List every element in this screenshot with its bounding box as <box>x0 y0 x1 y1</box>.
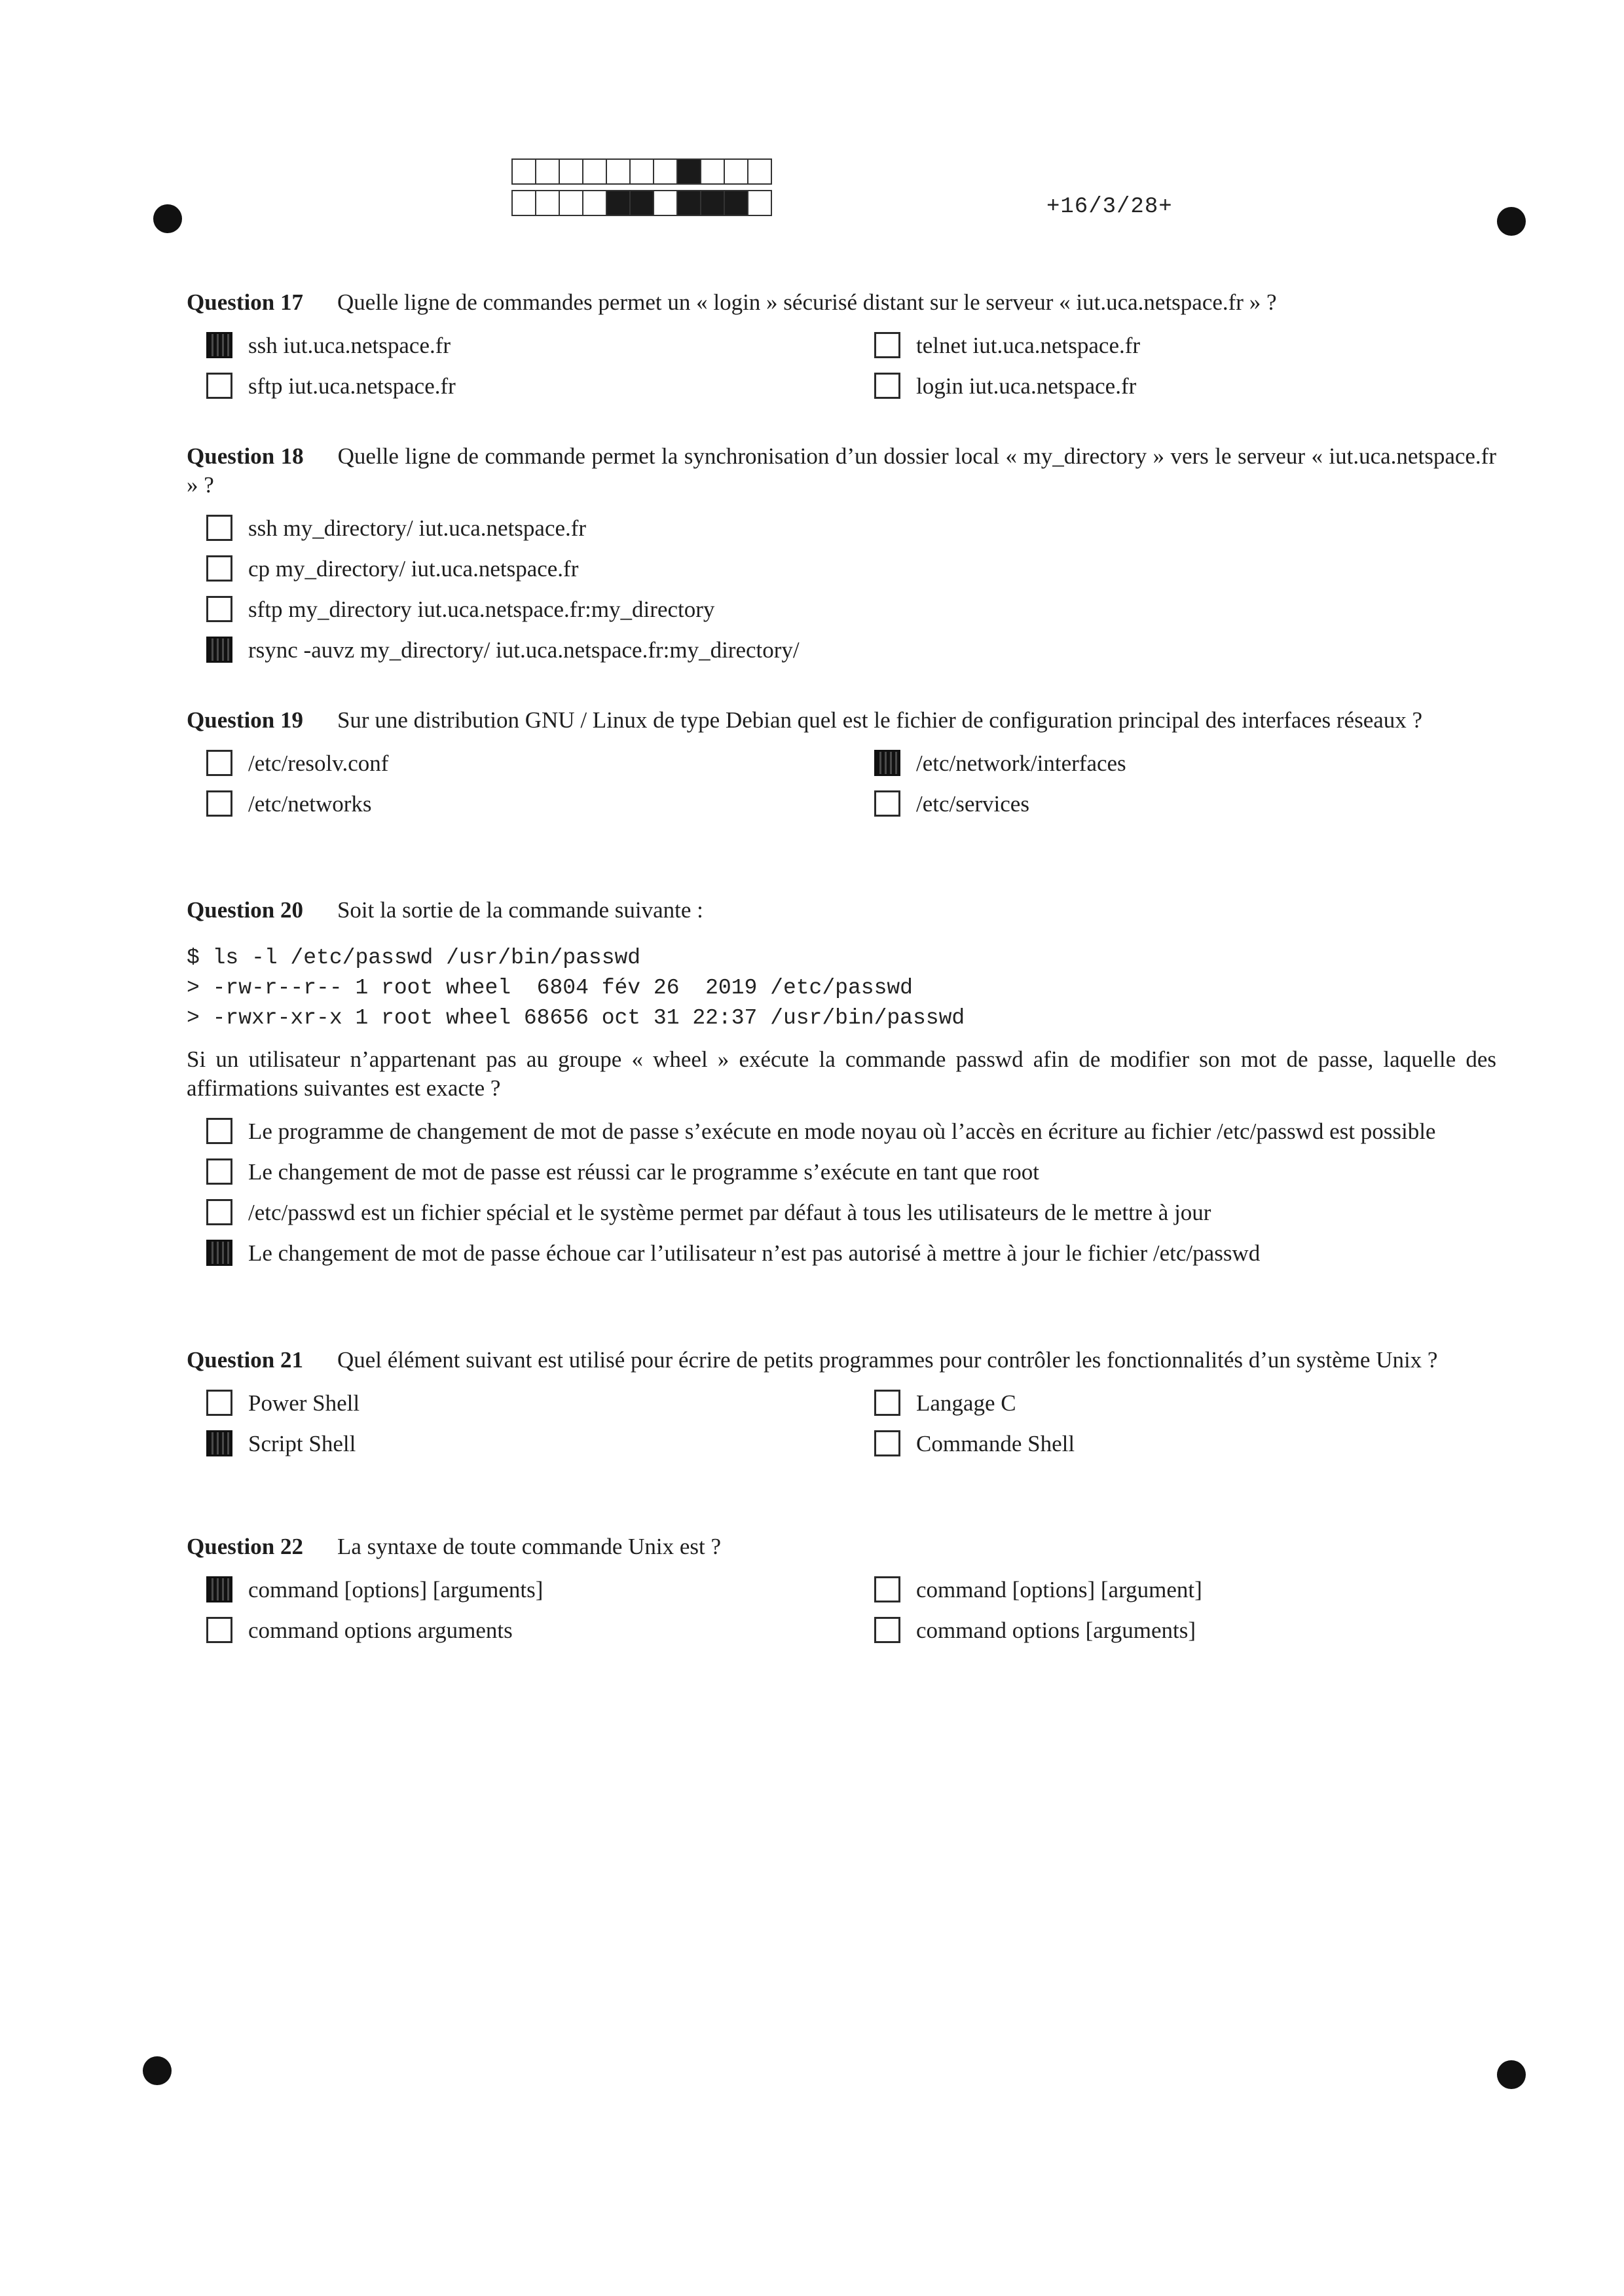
barcode-cell <box>582 190 607 216</box>
answer-option[interactable] <box>855 329 1496 363</box>
unchecked-checkbox[interactable] <box>206 1158 232 1185</box>
answer-option[interactable] <box>187 1155 1496 1189</box>
checked-checkbox[interactable] <box>206 1576 232 1602</box>
answer-option[interactable] <box>187 747 855 781</box>
code-line: > -rwxr-xr-x 1 root wheel 68656 oct 31 22:37 /usr/bin/passwd <box>187 1006 965 1030</box>
question-label: Question 22 <box>187 1534 303 1559</box>
barcode-cell <box>582 158 607 185</box>
answer-option-label: cp my_directory/ iut.uca.netspace.fr <box>248 556 579 582</box>
answer-option[interactable] <box>187 633 1496 667</box>
barcode-cell <box>700 190 725 216</box>
answer-option[interactable] <box>187 1427 855 1461</box>
unchecked-checkbox[interactable] <box>206 596 232 622</box>
answer-option-label: login iut.uca.netspace.fr <box>916 373 1137 399</box>
question-followup-text: Si un utilisateur n’appartenant pas au groupe « wheel » exécute la commande passwd afin de modifier son mot de passe, laquelle des affirmations suivantes est exacte ? <box>187 1046 1496 1101</box>
unchecked-checkbox[interactable] <box>874 790 900 817</box>
command-output <box>187 943 1496 1033</box>
unchecked-checkbox[interactable] <box>206 790 232 817</box>
options <box>187 747 1496 821</box>
unchecked-checkbox[interactable] <box>206 373 232 399</box>
answer-option[interactable] <box>187 552 1496 586</box>
question-label: Question 21 <box>187 1347 303 1373</box>
barcode-cell <box>747 190 772 216</box>
barcode-cell <box>535 158 560 185</box>
answer-option-label: rsync -auvz my_directory/ iut.uca.netspace.fr:my_directory/ <box>248 637 800 663</box>
checked-checkbox[interactable] <box>206 637 232 663</box>
answer-option-label: /etc/network/interfaces <box>916 750 1126 776</box>
question-label: Question 18 <box>187 443 304 469</box>
answer-option[interactable] <box>855 1614 1496 1648</box>
question-label: Question 19 <box>187 707 303 733</box>
options <box>187 1573 1496 1648</box>
answer-option[interactable] <box>187 1386 855 1420</box>
checked-checkbox[interactable] <box>206 1240 232 1266</box>
registration-mark-top-left <box>153 204 182 233</box>
barcode-cell <box>606 190 631 216</box>
answer-option[interactable] <box>855 1427 1496 1461</box>
barcode-cell <box>629 158 654 185</box>
answer-option[interactable] <box>187 1115 1496 1149</box>
options <box>187 1115 1496 1270</box>
question-22 <box>187 1532 1496 1648</box>
unchecked-checkbox[interactable] <box>206 515 232 541</box>
answer-option-label: sftp iut.uca.netspace.fr <box>248 373 456 399</box>
options <box>187 1386 1496 1461</box>
answer-option-label: ssh my_directory/ iut.uca.netspace.fr <box>248 515 587 541</box>
answer-option-label: command options [arguments] <box>916 1618 1196 1643</box>
id-barcode-row-1 <box>511 158 771 183</box>
question-text: Quel élément suivant est utilisé pour écrire de petits programmes pour contrôler les fonctionnalités d’un système Unix ? <box>337 1347 1438 1373</box>
barcode-cell <box>676 190 701 216</box>
unchecked-checkbox[interactable] <box>874 1576 900 1602</box>
answer-option-label: Langage C <box>916 1390 1016 1416</box>
code-line: $ ls -l /etc/passwd /usr/bin/passwd <box>187 946 641 970</box>
answer-option-label: Le programme de changement de mot de passe s’exécute en mode noyau où l’accès en écriture au fichier /etc/passwd est possible <box>248 1119 1436 1144</box>
barcode-cell <box>653 190 678 216</box>
unchecked-checkbox[interactable] <box>874 1430 900 1456</box>
answer-option[interactable] <box>187 1614 855 1648</box>
barcode-cell <box>606 158 631 185</box>
barcode-cell <box>559 190 583 216</box>
id-barcode-row-2 <box>511 190 771 215</box>
barcode-cell <box>724 190 748 216</box>
answer-option[interactable] <box>187 369 855 403</box>
answer-option-label: Power Shell <box>248 1390 360 1416</box>
unchecked-checkbox[interactable] <box>206 1118 232 1144</box>
answer-option[interactable] <box>187 1573 855 1607</box>
answer-option-label: command [options] [arguments] <box>248 1577 544 1602</box>
question-text: La syntaxe de toute commande Unix est ? <box>337 1534 722 1559</box>
barcode-cell <box>724 158 748 185</box>
question-18 <box>187 442 1496 667</box>
answer-option-label: Script Shell <box>248 1431 356 1456</box>
unchecked-checkbox[interactable] <box>206 1390 232 1416</box>
unchecked-checkbox[interactable] <box>206 555 232 582</box>
options <box>187 511 1496 667</box>
answer-option[interactable] <box>187 593 1496 627</box>
question-label: Question 20 <box>187 897 303 923</box>
barcode-cell <box>653 158 678 185</box>
page-code: +16/3/28+ <box>1046 194 1173 219</box>
answer-option-label: command options arguments <box>248 1618 513 1643</box>
barcode-cell <box>511 190 536 216</box>
answer-option[interactable] <box>855 747 1496 781</box>
question-text: Quelle ligne de commandes permet un « login » sécurisé distant sur le serveur « iut.uca.netspace.fr » ? <box>337 289 1277 315</box>
barcode-cell <box>700 158 725 185</box>
answer-option[interactable] <box>187 1196 1496 1230</box>
registration-mark-bottom-right <box>1497 2060 1526 2089</box>
answer-option[interactable] <box>187 1236 1496 1270</box>
answer-option-label: telnet iut.uca.netspace.fr <box>916 333 1141 358</box>
question-text: Sur une distribution GNU / Linux de type Debian quel est le fichier de configuration principal des interfaces réseaux ? <box>337 707 1423 733</box>
barcode-cell <box>559 158 583 185</box>
answer-option[interactable] <box>187 787 855 821</box>
barcode-cell <box>629 190 654 216</box>
answer-option-label: Le changement de mot de passe échoue car l’utilisateur n’est pas autorisé à mettre à jour le fichier /etc/passwd <box>248 1240 1261 1266</box>
answer-option-label: /etc/passwd est un fichier spécial et le système permet par défaut à tous les utilisateurs de le mettre à jour <box>248 1200 1211 1225</box>
unchecked-checkbox[interactable] <box>206 1617 232 1643</box>
question-19 <box>187 706 1496 821</box>
unchecked-checkbox[interactable] <box>206 1199 232 1225</box>
answer-option-label: Le changement de mot de passe est réussi car le programme s’exécute en tant que root <box>248 1159 1039 1185</box>
answer-option-label: /etc/networks <box>248 791 372 817</box>
checked-checkbox[interactable] <box>206 332 232 358</box>
answer-option-label: command [options] [argument] <box>916 1577 1202 1602</box>
answer-option-label: sftp my_directory iut.uca.netspace.fr:my_directory <box>248 597 715 622</box>
unchecked-checkbox[interactable] <box>874 1390 900 1416</box>
answer-option-label: Commande Shell <box>916 1431 1075 1456</box>
registration-mark-top-right <box>1497 207 1526 236</box>
answer-option-label: /etc/resolv.conf <box>248 750 389 776</box>
answer-option-label: ssh iut.uca.netspace.fr <box>248 333 451 358</box>
answer-option[interactable] <box>855 369 1496 403</box>
barcode-cell <box>511 158 536 185</box>
question-21 <box>187 1346 1496 1461</box>
unchecked-checkbox[interactable] <box>206 750 232 776</box>
answer-option[interactable] <box>855 1386 1496 1420</box>
answer-option[interactable] <box>187 511 1496 546</box>
question-17 <box>187 288 1496 403</box>
answer-option-label: /etc/services <box>916 791 1029 817</box>
answer-option[interactable] <box>187 329 855 363</box>
checked-checkbox[interactable] <box>206 1430 232 1456</box>
unchecked-checkbox[interactable] <box>874 1617 900 1643</box>
options <box>187 329 1496 403</box>
unchecked-checkbox[interactable] <box>874 373 900 399</box>
question-20 <box>187 896 1496 1270</box>
question-label: Question 17 <box>187 289 303 315</box>
registration-mark-bottom-left <box>143 2056 172 2085</box>
barcode-cell <box>676 158 701 185</box>
unchecked-checkbox[interactable] <box>874 332 900 358</box>
checked-checkbox[interactable] <box>874 750 900 776</box>
barcode-cell <box>535 190 560 216</box>
barcode-cell <box>747 158 772 185</box>
question-text: Quelle ligne de commande permet la synchronisation d’un dossier local « my_directory » vers le serveur « iut.uca.netspace.fr » ? <box>187 443 1496 498</box>
question-text: Soit la sortie de la commande suivante : <box>337 897 703 923</box>
answer-option[interactable] <box>855 787 1496 821</box>
code-line: > -rw-r--r-- 1 root wheel 6804 fév 26 2019 /etc/passwd <box>187 976 913 1000</box>
answer-option[interactable] <box>855 1573 1496 1607</box>
